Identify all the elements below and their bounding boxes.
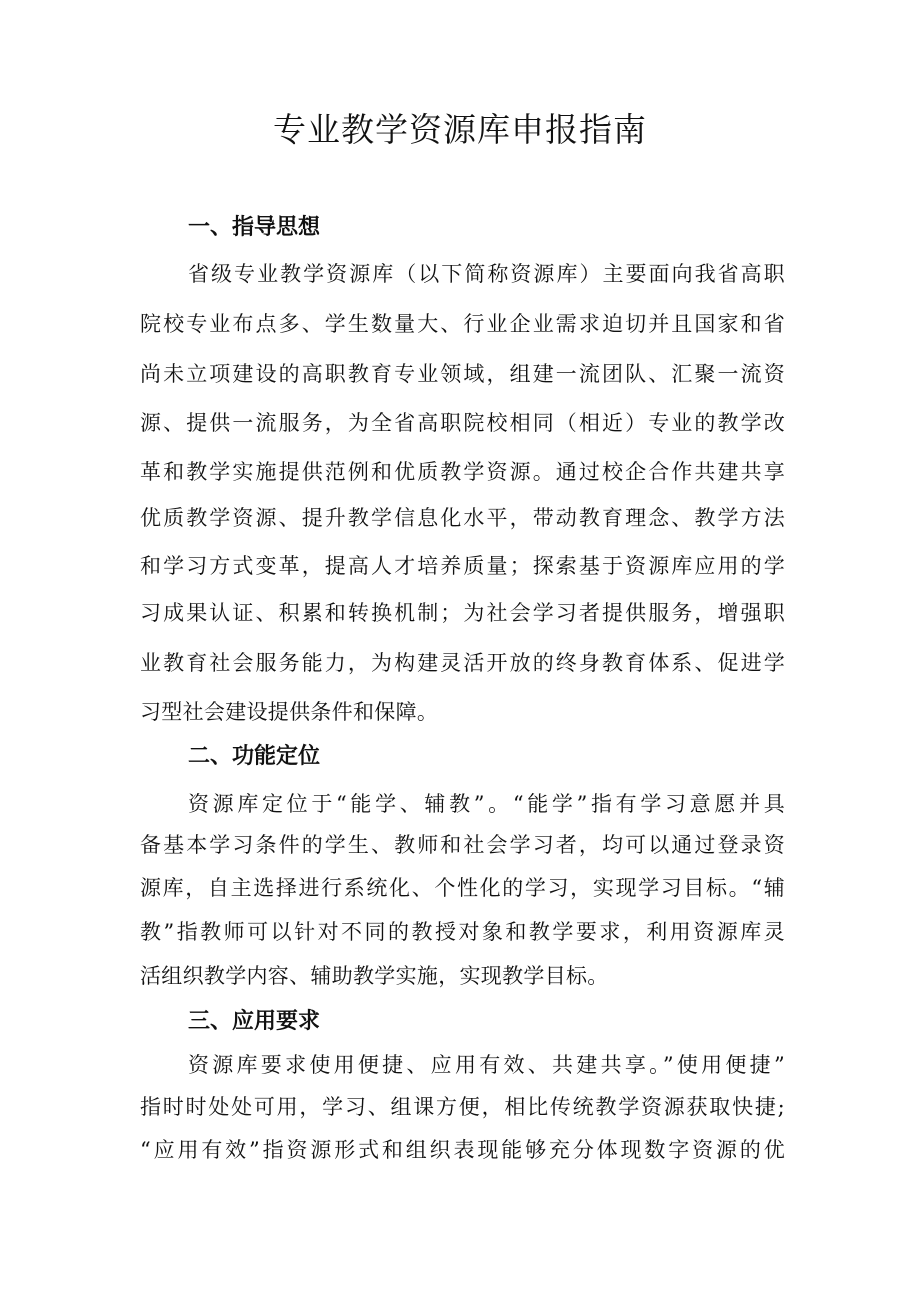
paragraph-line: 省级专业教学资源库（以下简称资源库）主要面向我省高职 [188, 262, 785, 286]
paragraph-line: 习成果认证、积累和转换机制；为社会学习者提供服务，增强职 [140, 601, 785, 625]
paragraph-line: 业教育社会服务能力，为构建灵活开放的终身教育体系、促进学 [140, 651, 785, 675]
paragraph-line: 尚未立项建设的高职教育专业领域，组建一流团队、汇聚一流资 [140, 362, 785, 386]
paragraph-line: 源库，自主选择进行系统化、个性化的学习，实现学习目标。“辅 [140, 876, 785, 900]
paragraph-line: 备基本学习条件的学生、教师和社会学习者，均可以通过登录资 [140, 833, 785, 857]
paragraph-line: 优质教学资源、提升教学信息化水平，带动教育理念、教学方法 [140, 506, 785, 530]
paragraph-line: 院校专业布点多、学生数量大、行业企业需求迫切并且国家和省 [140, 312, 785, 336]
paragraph-line: 习型社会建设提供条件和保障。 [140, 700, 439, 724]
section-heading-application-requirements: 三、应用要求 [188, 1009, 321, 1034]
document-title: 专业教学资源库申报指南 [273, 110, 647, 149]
section-heading-function-positioning: 二、功能定位 [188, 744, 321, 769]
paragraph-line: 活组织教学内容、辅助教学实施，实现教学目标。 [140, 964, 609, 988]
paragraph-line: 源、提供一流服务，为全省高职院校相同（相近）专业的教学改 [140, 411, 785, 435]
section-heading-guiding-ideology: 一、指导思想 [188, 215, 321, 240]
paragraph-line: 和学习方式变革，提高人才培养质量；探索基于资源库应用的学 [140, 554, 785, 578]
paragraph-line: 革和教学实施提供范例和优质教学资源。通过校企合作共建共享 [140, 460, 785, 484]
paragraph-line: 教”指教师可以针对不同的教授对象和教学要求，利用资源库灵 [140, 920, 785, 944]
paragraph-line: 资源库定位于“能学、辅教”。“能学”指有学习意愿并具 [188, 792, 785, 816]
paragraph-line: 资源库要求使用便捷、应用有效、共建共享。”使用便捷” [188, 1053, 785, 1077]
paragraph-line: “应用有效”指资源形式和组织表现能够充分体现数字资源的优 [140, 1138, 785, 1162]
paragraph-line: 指时时处处可用，学习、组课方便，相比传统教学资源获取快捷; [140, 1095, 785, 1119]
